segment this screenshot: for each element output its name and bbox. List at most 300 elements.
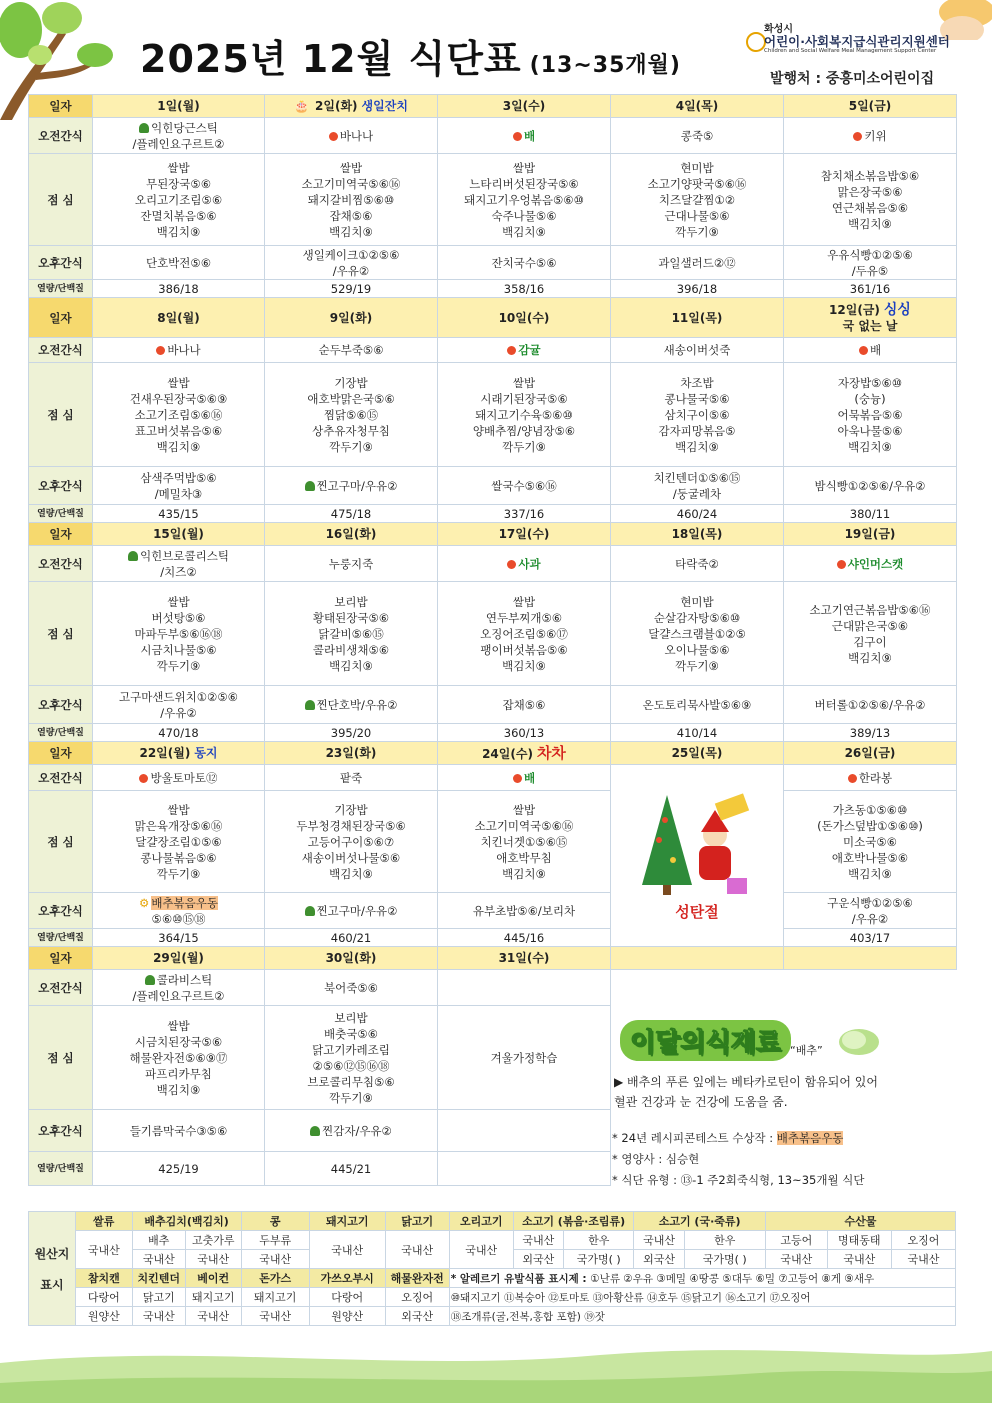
pm-snack-cell [438,893,611,929]
calorie-protein: 529/19 [330,281,372,296]
week-2-am-row [29,338,957,363]
cabbage-icon [836,1024,882,1058]
origin-fishball-value: 외국산 [385,1307,449,1326]
lunch-cell [93,582,265,686]
calorie-protein: 470/18 [158,725,199,740]
pm-snack-cell [784,467,957,505]
day-date: 26일(금) [844,746,896,760]
lunch-menu: 기장밥 두부청경채된장국⑤⑥ 고등어구이⑤⑥⑦ 새송이버섯나물⑤⑥ 백김치⑨ [296,802,406,881]
day-date: 22일(월) [139,746,191,760]
fruit-icon [156,346,165,355]
origin-duck-value: 국내산 [449,1231,513,1269]
calorie-protein-cell [438,724,611,742]
allergy-list-1: ①난류 ②우유 ③메밀 ④땅콩 ⑤대두 ⑥밀 ⑦고등어 ⑧게 ⑨새우 [590,1272,875,1285]
calorie-protein-cell [265,724,438,742]
origin-rice-value: 국내산 [75,1231,132,1269]
calorie-protein-cell [265,280,438,298]
am-snack: 배 [523,770,536,785]
day-date: 3일(수) [502,99,546,113]
day-date-cell [784,523,957,546]
origin-label-1: 원산지 [34,1246,70,1261]
origin-fishball-sub: 오징어 [385,1288,449,1307]
lunch-menu: 보리밥 배춧국⑤⑥ 닭고기카레조림 ②⑤⑥⑫⑮⑯⑱ 브로콜리무침⑤⑥ 깍두기⑨ [307,1010,395,1105]
pm-snack-cell [438,467,611,505]
calorie-protein: 445/21 [330,1161,372,1176]
fruit-icon [853,132,862,141]
week-3-lunch-row [29,582,957,686]
special-day-label: 싱싱 [883,301,911,318]
am-snack-cell [93,118,265,154]
pm-snack-cell [784,686,957,724]
am-snack-cell [93,338,265,363]
lunch-menu: 쌀밥 버섯탕⑤⑥ 마파두부⑤⑥⑯⑱ 시금치나물⑤⑥ 깍두기⑨ [134,594,223,673]
origin-label-2: 표시 [40,1277,64,1292]
origin-tuna-value: 원양산 [75,1307,132,1326]
calorie-protein: 425/19 [158,1161,199,1176]
am-snack-cell [438,338,611,363]
calorie-protein-cell [265,929,438,947]
fruit-icon [513,774,522,783]
pm-snack: 단호박전⑤⑥ [145,255,212,270]
special-day-label: 동지 [194,746,218,760]
pm-snack: 온도토리묵사발⑤⑥⑨ [642,697,752,712]
row-label-pm: 오후간식 [29,893,93,929]
am-snack: 키위 [864,128,887,143]
lunch-menu: 보리밥 황태된장국⑤⑥ 닭갈비⑤⑥⑮ 콜라비생채⑤⑥ 백김치⑨ [312,594,390,673]
am-snack-cell [438,118,611,154]
calorie-protein: 358/16 [503,281,545,296]
day-date: 11일(목) [671,310,723,325]
lunch-cell [265,582,438,686]
origin-bean-header: 콩 [241,1212,309,1231]
calorie-protein-cell [265,1152,438,1186]
calorie-protein-cell [438,929,611,947]
pm-snack: 찐감자/우유② [322,1123,392,1138]
pm-snack: 삼색주먹밥⑤⑥ /메밀차③ [140,470,217,501]
calorie-protein: 445/16 [503,930,545,945]
row-label-cal: 열량/단백질 [29,929,93,947]
am-snack-cell [784,338,957,363]
origin-fishball-header: 해물완자전 [385,1269,449,1288]
calorie-protein-cell [93,280,265,298]
day-date-cell [438,947,611,970]
calorie-protein: 389/13 [849,725,891,740]
am-snack-cell [611,338,784,363]
am-snack: 순두부죽⑤⑥ [318,343,384,357]
calorie-protein: 475/18 [330,506,372,521]
lunch-menu: 쌀밥 시래기된장국⑤⑥ 돼지고기수육⑤⑥⑩ 양배추찜/양념장⑤⑥ 깍두기⑨ [472,375,576,454]
pm-snack-cell [265,1110,438,1152]
day-date-cell [611,742,784,765]
pm-snack: 생일케이크①②⑤⑥ /우유② [302,247,400,278]
origin-katsuobushi-sub: 다랑어 [309,1288,385,1307]
row-label-lunch: 점 심 [29,363,93,467]
logo-name: 어린이·사회복지급식관리지원센터 [764,34,950,49]
lunch-menu: 쌀밥 건새우된장국⑤⑥⑨ 소고기조림⑤⑥⑯ 표고버섯볶음⑤⑥ 백김치⑨ [129,375,228,454]
special-day-sub: 국 없는 날 [842,318,898,333]
fruit-icon [848,774,857,783]
row-label-am: 오전간식 [29,338,93,363]
pm-snack: 찐고구마/우유② [316,903,398,918]
note-line [612,1149,864,1170]
origin-cabbage-value: 국내산 [132,1250,185,1269]
calorie-protein-cell [93,505,265,523]
am-snack: 배 [869,343,882,357]
day-date: 15일(월) [153,527,204,541]
am-snack-cell [438,546,611,582]
lunch-cell [784,154,957,246]
origin-mackerel-header: 고등어 [765,1231,827,1250]
am-snack-cell [784,765,957,791]
origin-mackerel-value: 국내산 [765,1250,827,1269]
lunch-menu: 현미밥 순살감자탕⑤⑥⑩ 달걀스크램블①②⑤ 오이나물⑤⑥ 깍두기⑨ [648,594,746,673]
week-4-cal-row [29,929,957,947]
calorie-protein-cell [611,724,784,742]
day-date-cell [265,742,438,765]
day-date-cell [93,947,265,970]
row-label-cal: 열량/단백질 [29,280,93,298]
am-snack: 누룽지죽 [328,556,374,571]
pm-snack-cell [265,246,438,280]
day-date: 12일(금) [829,302,880,317]
allergy-title: * 알레르기 유발식품 표시제 : [450,1272,591,1285]
origin-katsuobushi-header: 가쓰오부시 [309,1269,385,1288]
day-date-cell [438,298,611,338]
am-snack-cell [93,970,265,1006]
pm-snack-cell [93,246,265,280]
broccoli-icon [139,123,149,133]
pm-snack: 잡채⑤⑥ [502,697,546,712]
fruit-icon [507,346,516,355]
fruit-icon [507,560,516,569]
pm-snack: 찐고구마/우유② [316,478,398,493]
row-label-cal: 열량/단백질 [29,724,93,742]
pm-snack: 과일샐러드②⑫ [658,255,736,270]
pm-snack: 들기름막국수③⑤⑥ [129,1123,228,1138]
row-label-pm: 오후간식 [29,467,93,505]
week-4-am-row [29,765,957,791]
lunch-menu: 쌀밥 시금치된장국⑤⑥ 해물완자전⑤⑥⑨⑰ 파프리카무침 백김치⑨ [129,1018,228,1097]
pm-snack-cell [611,686,784,724]
am-snack: 바나나 [339,128,374,143]
note-text: * 24년 레시피콘테스트 수상작 : [612,1131,777,1145]
origin-tender-header: 치킨텐더 [132,1269,185,1288]
lunch-menu: 참치채소볶음밥⑤⑥ 맑은장국⑤⑥ 연근채볶음⑤⑥ 백김치⑨ [820,168,920,231]
week-2-cal-row [29,505,957,523]
origin-cabbage-header: 배추 [132,1231,185,1250]
week-3-pm-row [29,686,957,724]
calorie-protein: 360/13 [503,725,545,740]
am-snack-cell [611,546,784,582]
day-date-cell [93,95,265,118]
age-range: (13~35개월) [529,53,681,78]
day-date-cell [611,298,784,338]
pm-snack-cell [611,467,784,505]
birthday-cake-icon: 🎂 [294,99,310,113]
am-snack-cell [265,765,438,791]
calorie-protein-cell [438,280,611,298]
origin-beef1-foreign: 외국산 [513,1250,563,1269]
origin-cutlet-header: 돈가스 [241,1269,309,1288]
empty-cell [611,947,784,970]
calorie-protein: 403/17 [849,930,891,945]
pm-snack-cell [784,893,957,929]
lunch-cell [265,154,438,246]
calorie-protein: 396/18 [676,281,718,296]
origin-bacon-value: 국내산 [185,1307,241,1326]
origin-chili-header: 고춧가루 [185,1231,241,1250]
week-3-date-row [29,523,957,546]
origin-cutlet-sub: 돼지고기 [241,1288,309,1307]
lunch-menu: 현미밥 소고기양팟국⑤⑥⑯ 치즈달걀찜①② 근대나물⑤⑥ 깍두기⑨ [647,160,747,239]
lunch-menu: 가츠동①⑤⑥⑩ (돈가스덮밥①⑤⑥⑩) 미소국⑤⑥ 애호박나물⑤⑥ 백김치⑨ [817,802,923,881]
week-2-date-row [29,298,957,338]
monthly-ingredient-box [612,996,952,1196]
day-date-cell [93,523,265,546]
am-snack: 바나나 [167,343,201,357]
am-snack-cell [265,338,438,363]
calorie-protein-cell [611,505,784,523]
day-date-cell [265,523,438,546]
pm-snack: 쌀국수⑤⑥⑯ [491,478,557,493]
origin-chili-value: 국내산 [185,1250,241,1269]
lunch-cell [438,1006,611,1110]
pm-snack-cell [93,467,265,505]
am-snack: 익힌브로콜리스틱 /치즈② [140,548,229,579]
publisher: 발행처 : 중흥미소어린이집 [770,71,935,87]
origin-cutlet-value: 국내산 [241,1307,309,1326]
grass-decoration [0,1333,992,1403]
am-snack: 타락죽② [675,556,719,571]
row-label-pm: 오후간식 [29,246,93,280]
broccoli-icon [305,481,315,491]
pm-snack: 고구마샌드위치①②⑤⑥ /우유② [118,689,238,720]
fruit-icon [329,132,338,141]
calorie-protein: 364/15 [158,930,199,945]
pm-snack: 잔치국수⑤⑥ [491,255,557,270]
lunch-menu: 쌀밥 무된장국⑤⑥ 오리고기조림⑤⑥ 잔멸치볶음⑤⑥ 백김치⑨ [134,160,223,239]
day-date: 18일(목) [671,527,723,541]
broccoli-icon [305,700,315,710]
am-snack-cell [784,118,957,154]
row-label-pm: 오후간식 [29,1110,93,1152]
origin-pork-value: 국내산 [309,1231,385,1269]
week-1-cal-row [29,280,957,298]
origin-pollack-value: 국내산 [827,1250,891,1269]
day-date: 25일(목) [671,746,723,760]
am-snack: 팥죽 [339,770,363,785]
origin-duck-header: 오리고기 [449,1212,513,1231]
day-date: 29일(월) [153,951,204,965]
row-label-cal: 열량/단백질 [29,505,93,523]
row-label-date: 일자 [29,947,93,970]
day-date-cell [265,95,438,118]
lunch-cell [611,363,784,467]
pm-snack-cell [784,246,957,280]
pm-snack-cell [93,1110,265,1152]
logo-city: 화성시 [764,24,793,35]
broccoli-icon [310,1126,320,1136]
lunch-cell [784,582,957,686]
origin-rice-header: 쌀류 [75,1212,132,1231]
am-snack: 사과 [518,556,541,571]
allergy-line-1 [449,1269,955,1288]
fruit-icon [837,560,846,569]
day-date-cell [265,947,438,970]
calorie-protein-cell [784,724,957,742]
origin-chicken-header: 닭고기 [385,1212,449,1231]
day-date-cell [784,95,957,118]
am-snack: 방울토마토⑫ [150,770,218,785]
pm-snack: 치킨텐더①⑤⑥⑮ /둥굴레차 [653,470,741,501]
origin-squid-value: 국내산 [891,1250,955,1269]
pm-snack: 배추볶음우동 [151,895,218,910]
row-label-lunch: 점 심 [29,1006,93,1110]
lunch-menu: 쌀밥 맑은육개장⑤⑥⑯ 달걀장조림①⑤⑥ 콩나물볶음⑤⑥ 깍두기⑨ [134,802,223,881]
lunch-cell [93,363,265,467]
lunch-cell [611,582,784,686]
day-date: 16일(화) [325,527,377,541]
empty-cell [438,970,611,1006]
am-snack-cell [93,546,265,582]
lunch-menu: 쌀밥 소고기미역국⑤⑥⑯ 치킨너겟①⑤⑥⑮ 애호박무침 백김치⑨ [474,802,574,881]
lunch-menu: 기장밥 애호박맑은국⑤⑥ 찜닭⑤⑥⑮ 상추유자청무침 깍두기⑨ [307,375,395,454]
monthly-ingredient-title: 이달의식재료 [620,1020,791,1061]
week-3-am-row [29,546,957,582]
origin-table [28,1211,956,1326]
day-date-cell [611,523,784,546]
origin-tender-value: 국내산 [132,1307,185,1326]
origin-label [29,1212,76,1326]
pm-snack: 버터롤①②⑤⑥/우유② [814,697,926,712]
calorie-protein: 386/18 [158,281,199,296]
pm-snack-cell [438,246,611,280]
am-snack: 감귤 [518,343,541,357]
calorie-protein-cell [265,505,438,523]
lunch-cell [611,154,784,246]
pm-snack-cell [93,893,265,929]
day-date-cell [438,523,611,546]
lunch-cell [265,791,438,893]
day-date: 8일(월) [157,310,200,325]
week-3-cal-row [29,724,957,742]
lunch-menu: 자장밥⑤⑥⑩ (숭늉) 어묵볶음⑤⑥ 아욱나물⑤⑥ 백김치⑨ [837,375,903,454]
day-date-cell [784,298,957,338]
am-snack-cell [265,970,438,1006]
page-title: 2025년 12월 식단표 (13~35개월) [140,37,681,81]
pm-snack-cell [265,467,438,505]
empty-cell [784,947,957,970]
calorie-protein: 361/16 [849,281,891,296]
day-date-cell [93,742,265,765]
note-text: * 식단 유형 : ⑬-1 주2회죽식형, 13~35개월 식단 [612,1173,865,1187]
origin-pollack-header: 명태동태 [827,1231,891,1250]
holiday-label: 성탄절 [675,903,719,921]
lunch-menu: 차조밥 콩나물국⑤⑥ 삼치구이⑤⑥ 감자피망볶음⑤ 백김치⑨ [658,375,736,454]
day-date-cell [93,298,265,338]
special-day-label: 생일잔치 [361,99,408,113]
origin-beef2-hanwoo: 한우 [684,1231,765,1250]
lunch-cell [438,582,611,686]
lunch-cell [93,154,265,246]
week-4-date-row [29,742,957,765]
pm-snack-cell [265,893,438,929]
am-snack-cell [611,118,784,154]
christmas-tree-santa-icon [637,790,757,900]
row-label-date: 일자 [29,742,93,765]
pm-snack: 우유식빵①②⑤⑥ /두유⑤ [827,247,913,278]
lunch-cell [265,363,438,467]
lunch-menu: 소고기연근볶음밥⑤⑥⑯ 근대맑은국⑤⑥ 김구이 백김치⑨ [809,602,931,665]
calorie-protein-cell [784,280,957,298]
christmas-holiday-cell [611,765,784,947]
lunch-cell [93,1006,265,1110]
am-snack: 새송이버섯죽 [663,343,731,357]
week-2-lunch-row [29,363,957,467]
lunch-cell [438,363,611,467]
day-date: 24일(수) [482,746,533,761]
monthly-ingredient-description: ▶ 배추의 푸른 잎에는 베타카로틴이 함유되어 있어 혈관 건강과 눈 건강에 도움을 줌. [614,1075,878,1109]
lunch-menu: 쌀밥 느타리버섯된장국⑤⑥ 돼지고기우엉볶음⑤⑥⑩ 숙주나물⑤⑥ 백김치⑨ [464,160,584,239]
note-line [612,1170,864,1191]
day-date: 17일(수) [498,527,550,541]
pm-snack-cell [611,246,784,280]
origin-seafood-header: 수산물 [765,1212,955,1231]
notes [612,1128,864,1191]
origin-beef1-hanwoo: 한우 [563,1231,633,1250]
row-label-am: 오전간식 [29,546,93,582]
origin-beef1-domestic: 국내산 [513,1231,563,1250]
am-snack-cell [784,546,957,582]
origin-pork-header: 돼지고기 [309,1212,385,1231]
am-snack: 콩죽⑤ [680,128,714,143]
row-label-am: 오전간식 [29,970,93,1006]
allergy-line-2: ⑩돼지고기 ⑪복숭아 ⑫토마토 ⑬아황산류 ⑭호두 ⑮닭고기 ⑯소고기 ⑰오징어 [449,1288,955,1307]
row-label-am: 오전간식 [29,765,93,791]
row-label-lunch: 점 심 [29,154,93,246]
pm-snack: 찐단호박/우유② [316,697,398,712]
origin-bacon-header: 베이컨 [185,1269,241,1288]
am-snack-cell [265,118,438,154]
row-label-date: 일자 [29,523,93,546]
row-label-pm: 오후간식 [29,686,93,724]
day-date: 31일(수) [498,951,550,965]
lunch-menu: 쌀밥 연두부찌개⑤⑥ 오징어조림⑤⑥⑰ 팽이버섯볶음⑤⑥ 백김치⑨ [480,594,568,673]
monthly-ingredient-name: “배추” [790,1044,823,1057]
pm-snack: 유부초밥⑤⑥/보리차 [472,903,576,918]
pm-snack-cell [265,686,438,724]
row-label-lunch: 점 심 [29,791,93,893]
calorie-protein-cell [611,280,784,298]
row-label-am: 오전간식 [29,118,93,154]
lunch-cell [438,791,611,893]
calorie-protein: 460/24 [676,506,718,521]
am-snack: 한라봉 [858,770,893,785]
calorie-protein-cell [784,929,957,947]
week-2-pm-row [29,467,957,505]
day-date-cell [611,95,784,118]
broccoli-icon [145,975,155,985]
row-label-date: 일자 [29,95,93,118]
special-day-label: 차차 [536,743,566,762]
lunch-cell [265,1006,438,1110]
fruit-icon [859,346,868,355]
am-snack: 북어죽⑤⑥ [324,980,378,995]
pm-snack-cell [93,686,265,724]
day-date: 23일(화) [325,746,377,760]
calorie-protein: 395/20 [330,725,372,740]
lunch-menu: 겨울가정학습 [490,1050,558,1065]
